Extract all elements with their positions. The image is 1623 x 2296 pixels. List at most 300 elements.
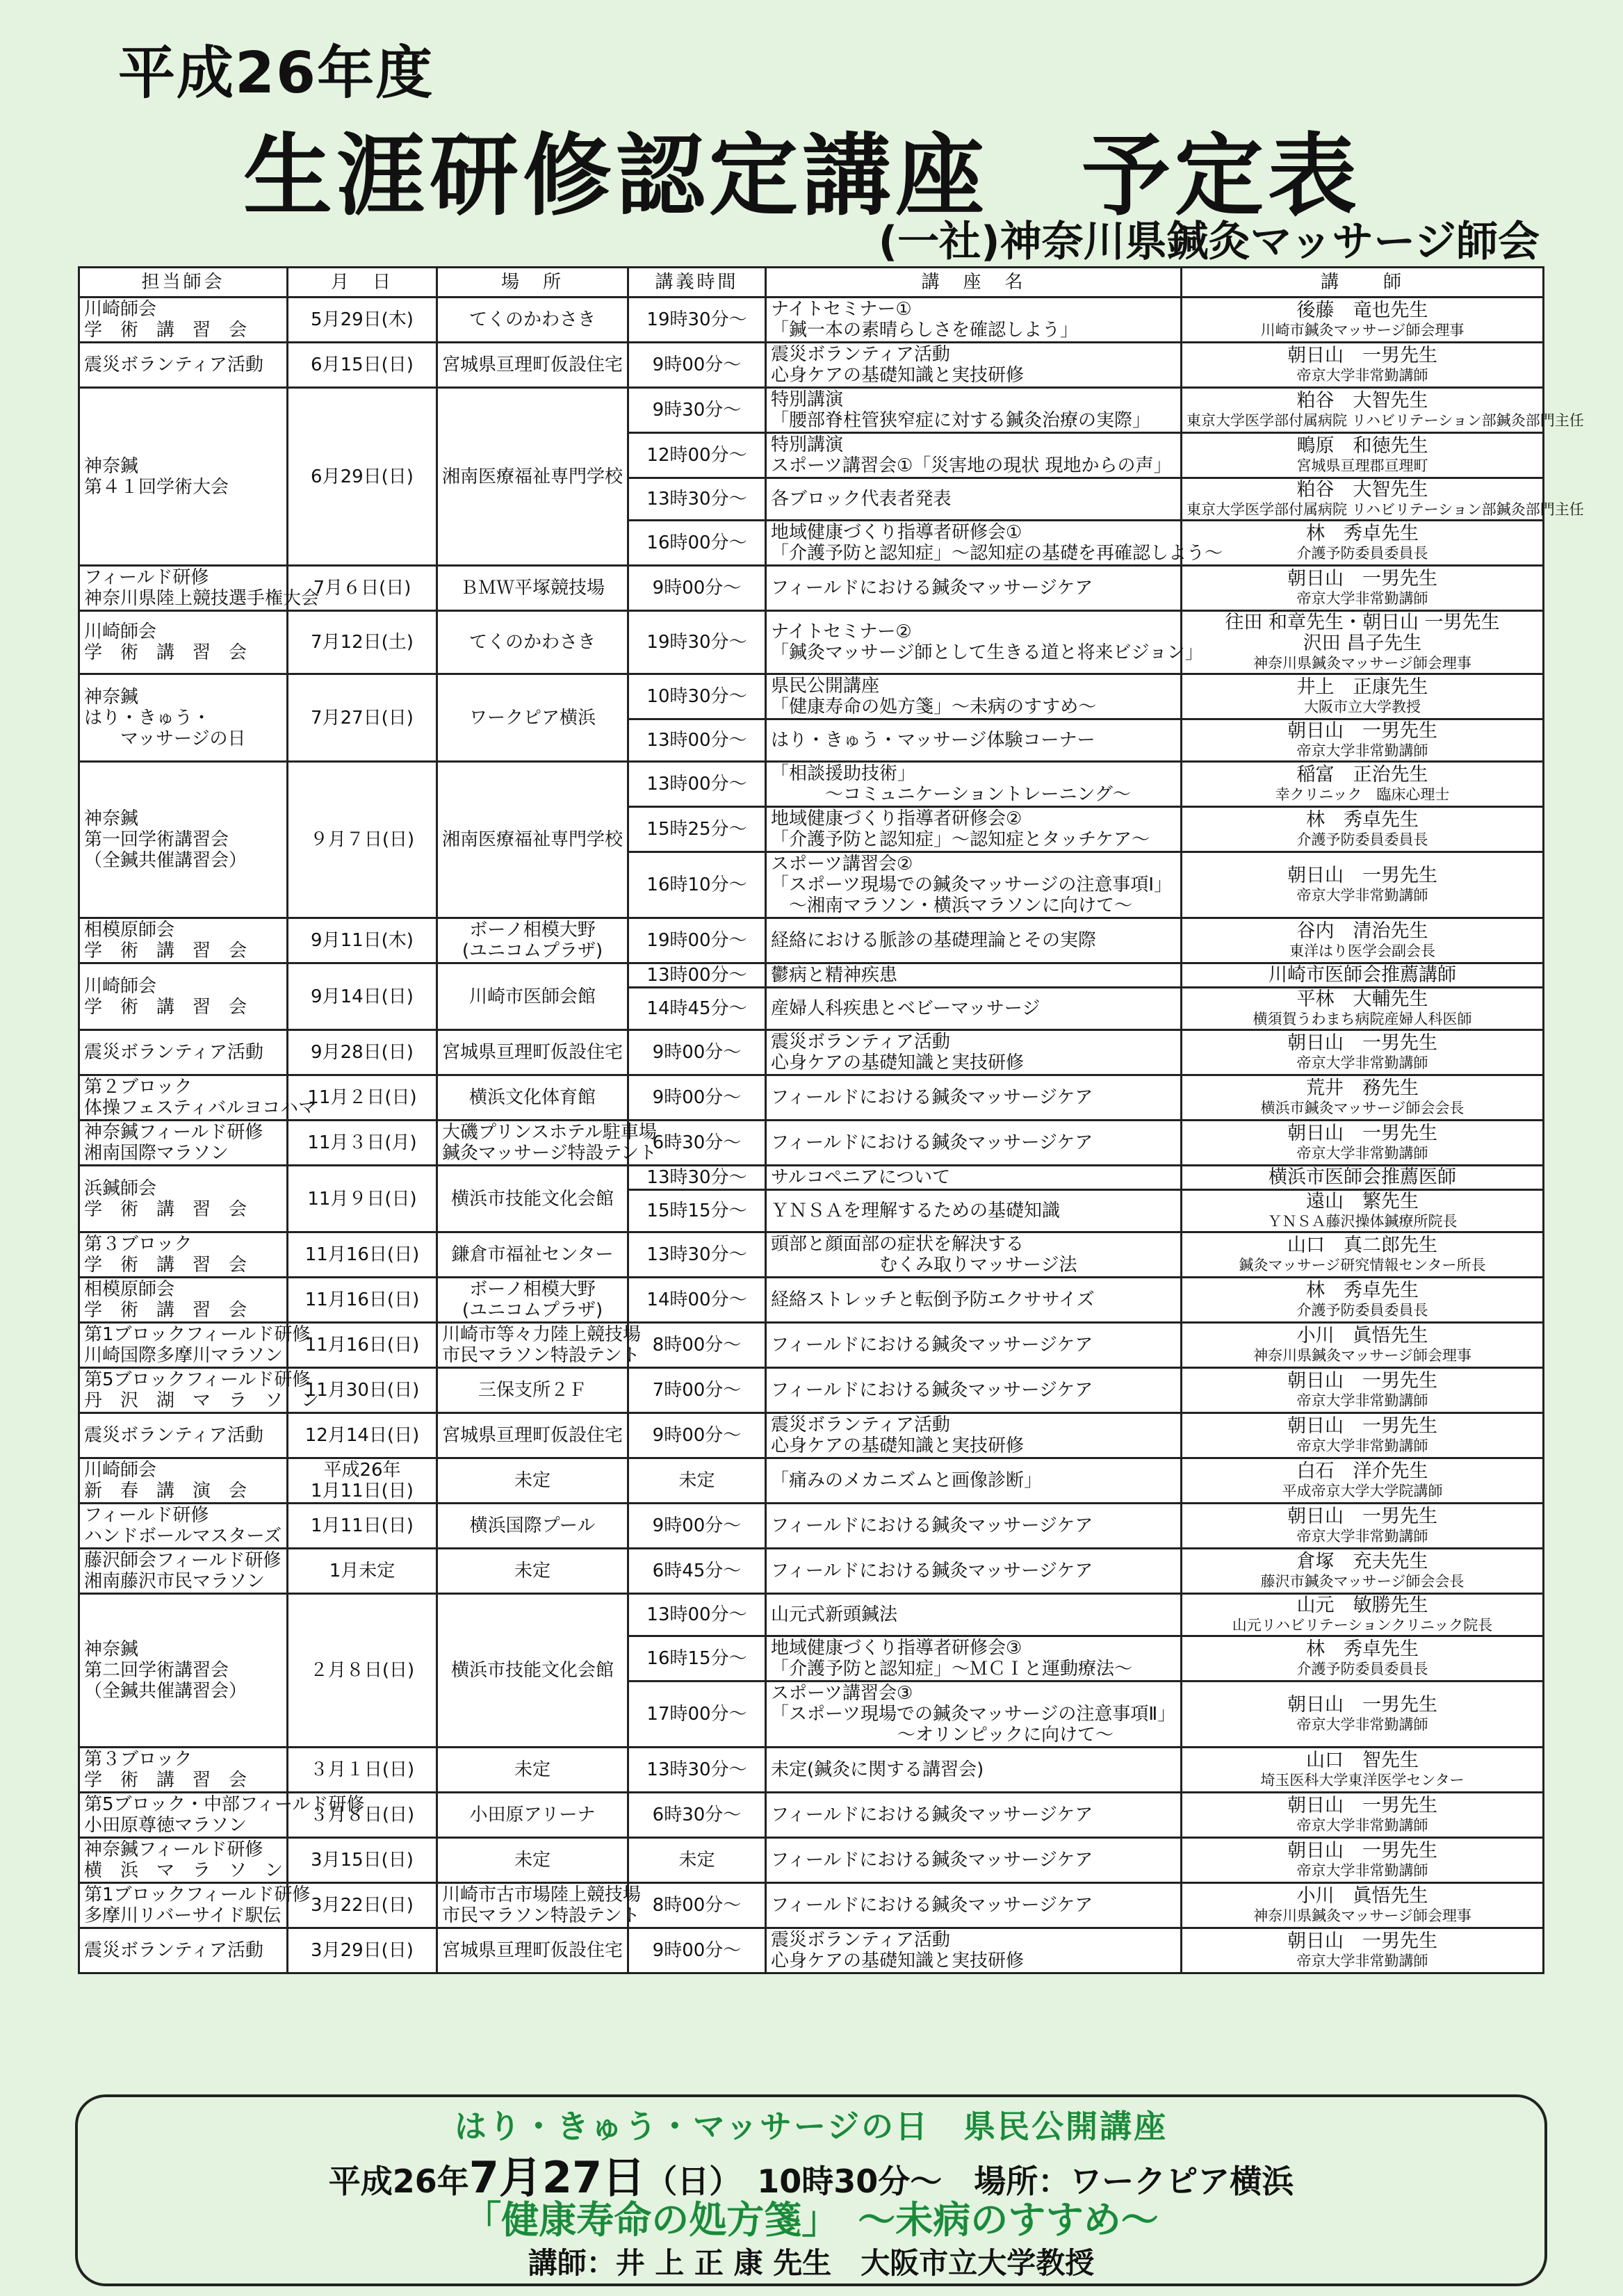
lecturer-cell: [1182, 1793, 1544, 1838]
lecturer-name: 白石 洋介先生: [1296, 1460, 1428, 1482]
place-cell: 未定: [437, 1748, 628, 1793]
page-title: 生涯研修認定講座 予定表: [243, 124, 1362, 228]
table-row: [79, 298, 1544, 343]
time-cell: 未定: [628, 1838, 766, 1883]
lecturer-cell: [1182, 1636, 1544, 1682]
lecturer-cell: [1182, 478, 1584, 521]
course-cell: 産婦人科疾患とベビーマッサージ: [766, 988, 1182, 1030]
lecturer-affiliation: 埼玉医科大学東洋医学センター: [1260, 1772, 1465, 1789]
lecturer-name: 林 秀卓先生: [1306, 809, 1419, 831]
lecturer-cell: [1182, 1368, 1544, 1413]
time-cell: 13時00分～: [628, 963, 766, 988]
table-row: [79, 1232, 1544, 1278]
date-cell: 11月16日(日): [288, 1278, 437, 1323]
lecturer-name: 川崎市医師会推薦講師: [1269, 964, 1456, 986]
place-cell: 鎌倉市福祉センター: [437, 1232, 628, 1278]
lecturer-affiliation: 帝京大学非常勤講師: [1296, 590, 1428, 607]
course-cell: フィールドにおける鍼灸マッサージケア: [766, 1883, 1182, 1928]
time-cell: 13時30分～: [628, 478, 766, 521]
lecturer-cell: [1182, 298, 1544, 343]
course-cell: フィールドにおける鍼灸マッサージケア: [766, 1075, 1182, 1121]
organizer-cell: 神奈鍼 第４１回学術大会: [79, 388, 288, 566]
lecturer-name: 朝日山 一男先生: [1287, 1840, 1437, 1862]
title-year: 平成26年度: [118, 40, 434, 106]
course-cell: フィールドにおける鍼灸マッサージケア: [766, 566, 1182, 611]
course-cell: 未定(鍼灸に関する講習会): [766, 1748, 1182, 1793]
lecturer-affiliation: 介護予防委員委員長: [1296, 545, 1428, 562]
table-header-row: [79, 268, 1544, 298]
time-cell: 9時00分～: [628, 1928, 766, 1973]
lecturer-affiliation: 藤沢市鍼灸マッサージ師会会長: [1260, 1573, 1465, 1590]
table-row: [79, 1323, 1544, 1368]
organizer-cell: 神奈鍼 はり・きゅう・ マッサージの日: [79, 674, 288, 762]
lecturer-affiliation: 帝京大学非常勤講師: [1296, 1528, 1428, 1545]
place-cell: ボーノ相模大野 (ユニコムプラザ): [437, 1278, 628, 1323]
lecturer-affiliation: 東京大学医学部付属病院 リハビリテーション部鍼灸部門主任: [1186, 501, 1584, 518]
organization-name: (一社)神奈川県鍼灸マッサージ師会: [878, 218, 1540, 266]
lecturer-cell: [1182, 1748, 1544, 1793]
place-cell: 横浜市技能文化会館: [437, 1166, 628, 1232]
course-cell: ナイトセミナー② 「鍼灸マッサージ師として生きる道と将来ビジョン」: [766, 611, 1182, 674]
course-cell: 地域健康づくり指導者研修会① 「介護予防と認知症」～認知症の基礎を再確認しよう～: [766, 521, 1182, 566]
place-cell: 横浜文化体育館: [437, 1075, 628, 1121]
table-row: [79, 1883, 1544, 1928]
lecturer-name: 山口 智先生: [1306, 1750, 1419, 1771]
time-cell: 9時00分～: [628, 1504, 766, 1549]
header-course: 講 座 名: [766, 268, 1182, 298]
date-cell: 3月15日(日): [288, 1838, 437, 1883]
table-row: [79, 1278, 1544, 1323]
time-cell: 9時00分～: [628, 1413, 766, 1458]
time-cell: 14時00分～: [628, 1278, 766, 1323]
lecturer-affiliation: 神奈川県鍼灸マッサージ師会理事: [1253, 1347, 1471, 1364]
course-cell: 山元式新頭鍼法: [766, 1594, 1182, 1636]
table-row: [79, 566, 1544, 611]
footer-date: 7月27日: [468, 2152, 646, 2203]
time-cell: 6時30分～: [628, 1793, 766, 1838]
lecturer-cell: [1182, 433, 1544, 478]
date-cell: 9月11日(木): [288, 918, 437, 963]
lecturer-name: 小川 眞悟先生: [1296, 1885, 1428, 1907]
lecturer-affiliation: 介護予防委員委員長: [1296, 1302, 1428, 1319]
lecturer-name: 往田 和章先生・朝日山 一男先生 沢田 昌子先生: [1225, 612, 1500, 654]
course-cell: 経絡ストレッチと転倒予防エクササイズ: [766, 1278, 1182, 1323]
organizer-cell: フィールド研修 ハンドボールマスターズ: [79, 1504, 288, 1549]
lecturer-name: 朝日山 一男先生: [1287, 1032, 1437, 1054]
time-cell: 16時15分～: [628, 1636, 766, 1682]
table-row: [79, 1838, 1544, 1883]
lecturer-cell: [1182, 343, 1544, 388]
time-cell: 9時00分～: [628, 1030, 766, 1075]
lecturer-name: 山元 敏勝先生: [1296, 1595, 1428, 1616]
lecturer-cell: [1182, 1594, 1544, 1636]
course-cell: サルコペニアについて: [766, 1166, 1182, 1190]
schedule-table: [78, 266, 1584, 1974]
lecturer-name: 朝日山 一男先生: [1287, 1415, 1437, 1437]
date-cell: 11月30日(日): [288, 1368, 437, 1413]
date-cell: ９月７日(日): [288, 762, 437, 918]
organizer-cell: 川崎師会 学 術 講 習 会: [79, 963, 288, 1030]
lecturer-affiliation: 大阪市立大学教授: [1304, 699, 1421, 715]
lecturer-affiliation: 介護予防委員委員長: [1296, 1661, 1428, 1677]
place-cell: てくのかわさき: [437, 298, 628, 343]
place-cell: 湘南医療福祉専門学校: [437, 388, 628, 566]
lecturer-affiliation: 東京大学医学部付属病院 リハビリテーション部鍼灸部門主任: [1186, 412, 1584, 429]
lecturer-affiliation: 横浜市鍼灸マッサージ師会会長: [1260, 1100, 1465, 1116]
course-cell: 震災ボランティア活動 心身ケアの基礎知識と実技研修: [766, 343, 1182, 388]
lecturer-cell: [1182, 988, 1544, 1030]
table-row: [79, 963, 1544, 988]
course-cell: フィールドにおける鍼灸マッサージケア: [766, 1504, 1182, 1549]
lecturer-affiliation: 平成帝京大学大学院講師: [1282, 1483, 1443, 1499]
place-cell: 宮城県亘理町仮設住宅: [437, 343, 628, 388]
table-row: [79, 1075, 1544, 1121]
table-row: [79, 762, 1544, 807]
course-cell: 「相談援助技術」 ～コミュニケーショントレーニング～: [766, 762, 1182, 807]
footer-announcement: [75, 2094, 1547, 2286]
organizer-cell: 神奈鍼 第一回学術講習会 （全鍼共催講習会）: [79, 762, 288, 918]
table-row: [79, 1928, 1544, 1973]
date-cell: 1月未定: [288, 1549, 437, 1594]
time-cell: 7時00分～: [628, 1368, 766, 1413]
lecturer-affiliation: 帝京大学非常勤講師: [1296, 1817, 1428, 1834]
lecturer-cell: [1182, 1838, 1544, 1883]
lecturer-name: 山口 真二郎先生: [1287, 1235, 1437, 1256]
organizer-cell: 第1ブロックフィールド研修 多摩川リバーサイド駅伝: [79, 1883, 288, 1928]
footer-lecturer: 講師：井 上 正 康 先生 大阪市立大学教授: [528, 2246, 1095, 2280]
course-cell: 鬱病と精神疾患: [766, 963, 1182, 988]
course-cell: 特別講演 「腰部脊柱管狭窄症に対する鍼灸治療の実際」: [766, 388, 1182, 433]
lecturer-cell: [1182, 1323, 1544, 1368]
lecturer-name: 井上 正康先生: [1296, 676, 1428, 698]
table-row: [79, 1368, 1544, 1413]
lecturer-cell: [1182, 611, 1544, 674]
course-cell: フィールドにおける鍼灸マッサージケア: [766, 1368, 1182, 1413]
place-cell: 三保支所２Ｆ: [437, 1368, 628, 1413]
lecturer-name: 朝日山 一男先生: [1287, 1795, 1437, 1816]
lecturer-name: 横浜市医師会推薦医師: [1269, 1166, 1456, 1188]
course-cell: 特別講演 スポーツ講習会①「災害地の現状 現地からの声」: [766, 433, 1182, 478]
organizer-cell: 川崎師会 新 春 講 演 会: [79, 1458, 288, 1504]
lecturer-cell: [1182, 1278, 1544, 1323]
course-cell: 地域健康づくり指導者研修会③ 「介護予防と認知症」～ＭＣＩと運動療法～: [766, 1636, 1182, 1682]
course-cell: 震災ボランティア活動 心身ケアの基礎知識と実技研修: [766, 1413, 1182, 1458]
table-row: [79, 1549, 1544, 1594]
time-cell: 13時00分～: [628, 719, 766, 762]
table-row: [79, 1793, 1544, 1838]
course-cell: 各ブロック代表者発表: [766, 478, 1182, 521]
organizer-cell: 震災ボランティア活動: [79, 343, 288, 388]
lecturer-name: 粕谷 大智先生: [1296, 390, 1428, 412]
lecturer-affiliation: 帝京大学非常勤講師: [1296, 1392, 1428, 1409]
lecturer-cell: [1182, 1682, 1544, 1748]
lecturer-cell: [1182, 1883, 1544, 1928]
organizer-cell: 相模原師会 学 術 講 習 会: [79, 1278, 288, 1323]
lecturer-cell: [1182, 1190, 1544, 1232]
date-cell: 7月27日(日): [288, 674, 437, 762]
time-cell: 13時30分～: [628, 1748, 766, 1793]
table-row: [79, 388, 1544, 433]
organizer-cell: 神奈鍼フィールド研修 湘南国際マラソン: [79, 1121, 288, 1166]
table-row: [79, 1594, 1544, 1636]
footer-era: 平成26年: [328, 2163, 469, 2200]
organizer-cell: 第３ブロック 学 術 講 習 会: [79, 1748, 288, 1793]
lecturer-name: 荒井 務先生: [1306, 1077, 1419, 1099]
table-row: [79, 1458, 1544, 1504]
date-cell: 11月９日(日): [288, 1166, 437, 1232]
time-cell: 19時00分～: [628, 918, 766, 963]
lecturer-cell: [1182, 852, 1544, 918]
place-cell: 横浜市技能文化会館: [437, 1594, 628, 1748]
lecturer-name: 小川 眞悟先生: [1296, 1325, 1428, 1346]
organizer-cell: 藤沢師会フィールド研修 湘南藤沢市民マラソン: [79, 1549, 288, 1594]
date-cell: 3月29日(日): [288, 1928, 437, 1973]
date-cell: 11月16日(日): [288, 1323, 437, 1368]
lecturer-name: 鴫原 和徳先生: [1296, 435, 1428, 457]
place-cell: 湘南医療福祉専門学校: [437, 762, 628, 918]
time-cell: 9時00分～: [628, 343, 766, 388]
lecturer-name: 谷内 清治先生: [1296, 920, 1428, 942]
date-cell: ３月１日(日): [288, 1748, 437, 1793]
date-cell: ３月８日(日): [288, 1793, 437, 1838]
lecturer-cell: [1182, 388, 1584, 433]
course-cell: 「痛みのメカニズムと画像診断」: [766, 1458, 1182, 1504]
lecturer-cell: [1182, 1166, 1544, 1190]
place-cell: 川崎市古市場陸上競技場 市民マラソン特設テント: [437, 1883, 628, 1928]
place-cell: 宮城県亘理町仮設住宅: [437, 1030, 628, 1075]
course-cell: はり・きゅう・マッサージ体験コーナー: [766, 719, 1182, 762]
lecturer-affiliation: 鍼灸マッサージ研究情報センター所長: [1239, 1257, 1486, 1273]
lecturer-name: 朝日山 一男先生: [1287, 1506, 1437, 1527]
lecturer-name: 朝日山 一男先生: [1287, 1930, 1437, 1952]
time-cell: 9時00分～: [628, 1075, 766, 1121]
course-cell: 震災ボランティア活動 心身ケアの基礎知識と実技研修: [766, 1928, 1182, 1973]
date-cell: 11月２日(日): [288, 1075, 437, 1121]
organizer-cell: 第5ブロック・中部フィールド研修 小田原尊徳マラソン: [79, 1793, 288, 1838]
schedule-body: [79, 298, 1584, 1973]
lecturer-cell: [1182, 1232, 1544, 1278]
lecturer-name: 林 秀卓先生: [1306, 523, 1419, 544]
course-cell: 震災ボランティア活動 心身ケアの基礎知識と実技研修: [766, 1030, 1182, 1075]
table-row: [79, 1748, 1544, 1793]
lecturer-name: 倉塚 充夫先生: [1296, 1551, 1428, 1572]
organizer-cell: 震災ボランティア活動: [79, 1030, 288, 1075]
course-cell: フィールドにおける鍼灸マッサージケア: [766, 1323, 1182, 1368]
organizer-cell: 第３ブロック 学 術 講 習 会: [79, 1232, 288, 1278]
organizer-cell: 震災ボランティア活動: [79, 1928, 288, 1973]
lecturer-affiliation: 帝京大学非常勤講師: [1296, 1862, 1428, 1879]
lecturer-affiliation: 帝京大学非常勤講師: [1296, 1953, 1428, 1969]
table-row: [79, 611, 1544, 674]
lecturer-name: 稲富 正治先生: [1296, 764, 1428, 785]
lecturer-name: 平林 大輔先生: [1296, 988, 1428, 1010]
place-cell: 宮城県亘理町仮設住宅: [437, 1928, 628, 1973]
lecturer-affiliation: 帝京大学非常勤講師: [1296, 1055, 1428, 1071]
lecturer-affiliation: 山元リハビリテーションクリニック院長: [1232, 1617, 1493, 1634]
lecturer-affiliation: 横須賀うわまち病院産婦人科医師: [1253, 1011, 1472, 1027]
lecturer-cell: [1182, 719, 1544, 762]
table-row: [79, 1413, 1544, 1458]
lecturer-cell: [1182, 1458, 1544, 1504]
organizer-cell: 第5ブロックフィールド研修 丹 沢 湖 マ ラ ソ ン: [79, 1368, 288, 1413]
lecturer-name: 林 秀卓先生: [1306, 1638, 1419, 1660]
date-cell: 6月29日(日): [288, 388, 437, 566]
course-cell: フィールドにおける鍼灸マッサージケア: [766, 1549, 1182, 1594]
header-time: 講義時間: [628, 268, 766, 298]
lecturer-cell: [1182, 674, 1544, 719]
organizer-cell: 第1ブロックフィールド研修 川崎国際多摩川マラソン: [79, 1323, 288, 1368]
table-row: [79, 343, 1544, 388]
date-cell: 12月14日(日): [288, 1413, 437, 1458]
time-cell: 15時25分～: [628, 807, 766, 852]
lecturer-name: 朝日山 一男先生: [1287, 1123, 1437, 1144]
time-cell: 16時00分～: [628, 521, 766, 566]
lecturer-cell: [1182, 1504, 1544, 1549]
lecturer-affiliation: 帝京大学非常勤講師: [1296, 1438, 1428, 1454]
lecturer-name: 朝日山 一男先生: [1287, 1370, 1437, 1392]
lecturer-cell: [1182, 762, 1544, 807]
date-cell: 11月16日(日): [288, 1232, 437, 1278]
date-cell: 11月３日(月): [288, 1121, 437, 1166]
place-cell: 横浜国際プール: [437, 1504, 628, 1549]
table-row: [79, 674, 1544, 719]
lecturer-name: 朝日山 一男先生: [1287, 568, 1437, 589]
date-cell: 6月15日(日): [288, 343, 437, 388]
date-cell: 7月６日(日): [288, 566, 437, 611]
lecturer-name: 遠山 繁先生: [1306, 1191, 1419, 1212]
organizer-cell: 神奈鍼フィールド研修 横 浜 マ ラ ソ ン: [79, 1838, 288, 1883]
date-cell: 5月29日(木): [288, 298, 437, 343]
lecturer-affiliation: 宮城県亘理郡亘理町: [1296, 457, 1428, 474]
organizer-cell: 震災ボランティア活動: [79, 1413, 288, 1458]
organizer-cell: 神奈鍼 第二回学術講習会 （全鍼共催講習会）: [79, 1594, 288, 1748]
lecturer-affiliation: ＹＮＳＡ藤沢操体鍼療所院長: [1267, 1213, 1458, 1230]
lecturer-cell: [1182, 1928, 1544, 1973]
course-cell: 経絡における脈診の基礎理論とその実際: [766, 918, 1182, 963]
time-cell: 13時00分～: [628, 762, 766, 807]
header-lecturer: 講 師: [1182, 268, 1544, 298]
time-cell: 19時30分～: [628, 611, 766, 674]
lecturer-cell: [1182, 1030, 1544, 1075]
lecturer-cell: [1182, 1075, 1544, 1121]
header-organizer: 担当師会: [79, 268, 288, 298]
lecturer-name: 朝日山 一男先生: [1287, 865, 1437, 886]
time-cell: 6時30分～: [628, 1121, 766, 1166]
course-cell: ナイトセミナー① 「鍼一本の素晴らしさを確認しよう」: [766, 298, 1182, 343]
footer-time-place: （日） 10時30分～ 場所：ワークピア横浜: [645, 2163, 1294, 2200]
place-cell: 未定: [437, 1549, 628, 1594]
date-cell: 9月28日(日): [288, 1030, 437, 1075]
lecturer-name: 後藤 竜也先生: [1296, 300, 1428, 321]
lecturer-cell: [1182, 1121, 1544, 1166]
table-row: [79, 1030, 1544, 1075]
course-cell: スポーツ講習会② 「スポーツ現場での鍼灸マッサージの注意事項Ⅰ」 ～湘南マラソン・横浜マラソンに向けて～: [766, 852, 1182, 918]
footer-lecture-title: 「健康寿命の処方箋」 ～未病のすすめ～: [464, 2198, 1159, 2242]
date-cell: 平成26年 1月11日(日): [288, 1458, 437, 1504]
date-cell: ２月８日(日): [288, 1594, 437, 1748]
table-row: [79, 1166, 1544, 1190]
lecturer-affiliation: 神奈川県鍼灸マッサージ師会理事: [1253, 655, 1471, 671]
time-cell: 10時30分～: [628, 674, 766, 719]
lecturer-affiliation: 帝京大学非常勤講師: [1296, 367, 1428, 384]
time-cell: 15時15分～: [628, 1190, 766, 1232]
time-cell: 9時30分～: [628, 388, 766, 433]
time-cell: 8時00分～: [628, 1323, 766, 1368]
time-cell: 8時00分～: [628, 1883, 766, 1928]
lecturer-affiliation: 介護予防委員委員長: [1296, 831, 1428, 848]
lecturer-name: 朝日山 一男先生: [1287, 345, 1437, 366]
place-cell: 宮城県亘理町仮設住宅: [437, 1413, 628, 1458]
lecturer-name: 朝日山 一男先生: [1287, 1694, 1437, 1716]
course-cell: 地域健康づくり指導者研修会② 「介護予防と認知症」～認知症とタッチケア～: [766, 807, 1182, 852]
time-cell: 13時00分～: [628, 1594, 766, 1636]
date-cell: 3月22日(日): [288, 1883, 437, 1928]
time-cell: 13時30分～: [628, 1232, 766, 1278]
lecturer-cell: [1182, 963, 1544, 988]
time-cell: 9時00分～: [628, 566, 766, 611]
header-place: 場 所: [437, 268, 628, 298]
course-cell: フィールドにおける鍼灸マッサージケア: [766, 1838, 1182, 1883]
time-cell: 13時30分～: [628, 1166, 766, 1190]
time-cell: 14時45分～: [628, 988, 766, 1030]
organizer-cell: 相模原師会 学 術 講 習 会: [79, 918, 288, 963]
lecturer-affiliation: 帝京大学非常勤講師: [1296, 887, 1428, 904]
place-cell: ボーノ相模大野 (ユニコムプラザ): [437, 918, 628, 963]
footer-event-title: はり・きゅう・マッサージの日 県民公開講座: [454, 2108, 1168, 2145]
organizer-cell: 浜鍼師会 学 術 講 習 会: [79, 1166, 288, 1232]
organizer-cell: フィールド研修 神奈川県陸上競技選手権大会: [79, 566, 288, 611]
course-cell: スポーツ講習会③ 「スポーツ現場での鍼灸マッサージの注意事項Ⅱ」 ～オリンピックに向けて～: [766, 1682, 1182, 1748]
table-row: [79, 1504, 1544, 1549]
lecturer-name: 粕谷 大智先生: [1296, 479, 1428, 500]
table-row: [79, 918, 1544, 963]
time-cell: 17時00分～: [628, 1682, 766, 1748]
time-cell: 6時45分～: [628, 1549, 766, 1594]
organizer-cell: 川崎師会 学 術 講 習 会: [79, 611, 288, 674]
place-cell: 未定: [437, 1838, 628, 1883]
course-cell: 頭部と顔面部の症状を解決する むくみ取りマッサージ法: [766, 1232, 1182, 1278]
place-cell: 大磯プリンスホテル駐車場 鍼灸マッサージ特設テント: [437, 1121, 628, 1166]
time-cell: 16時10分～: [628, 852, 766, 918]
lecturer-cell: [1182, 566, 1544, 611]
lecturer-cell: [1182, 1549, 1544, 1594]
date-cell: 9月14日(日): [288, 963, 437, 1030]
place-cell: 川崎市医師会館: [437, 963, 628, 1030]
lecturer-affiliation: 東洋はり医学会副会長: [1289, 943, 1435, 959]
lecturer-cell: [1182, 521, 1544, 566]
lecturer-affiliation: 帝京大学非常勤講師: [1296, 1716, 1428, 1733]
table-row: [79, 1121, 1544, 1166]
course-cell: フィールドにおける鍼灸マッサージケア: [766, 1793, 1182, 1838]
lecturer-name: 朝日山 一男先生: [1287, 720, 1437, 742]
lecturer-affiliation: 幸クリニック 臨床心理士: [1275, 786, 1450, 803]
lecturer-cell: [1182, 918, 1544, 963]
lecturer-cell: [1182, 807, 1544, 852]
place-cell: ワークピア横浜: [437, 674, 628, 762]
place-cell: 川崎市等々力陸上競技場 市民マラソン特設テント: [437, 1323, 628, 1368]
lecturer-affiliation: 神奈川県鍼灸マッサージ師会理事: [1253, 1907, 1471, 1924]
course-cell: ＹＮＳＡを理解するための基礎知識: [766, 1190, 1182, 1232]
time-cell: 未定: [628, 1458, 766, 1504]
date-cell: 7月12日(土): [288, 611, 437, 674]
time-cell: 19時30分～: [628, 298, 766, 343]
place-cell: てくのかわさき: [437, 611, 628, 674]
lecturer-affiliation: 帝京大学非常勤講師: [1296, 1145, 1428, 1162]
place-cell: 未定: [437, 1458, 628, 1504]
lecturer-name: 林 秀卓先生: [1306, 1280, 1419, 1301]
lecturer-cell: [1182, 1413, 1544, 1458]
lecturer-affiliation: 川崎市鍼灸マッサージ師会理事: [1260, 322, 1465, 339]
